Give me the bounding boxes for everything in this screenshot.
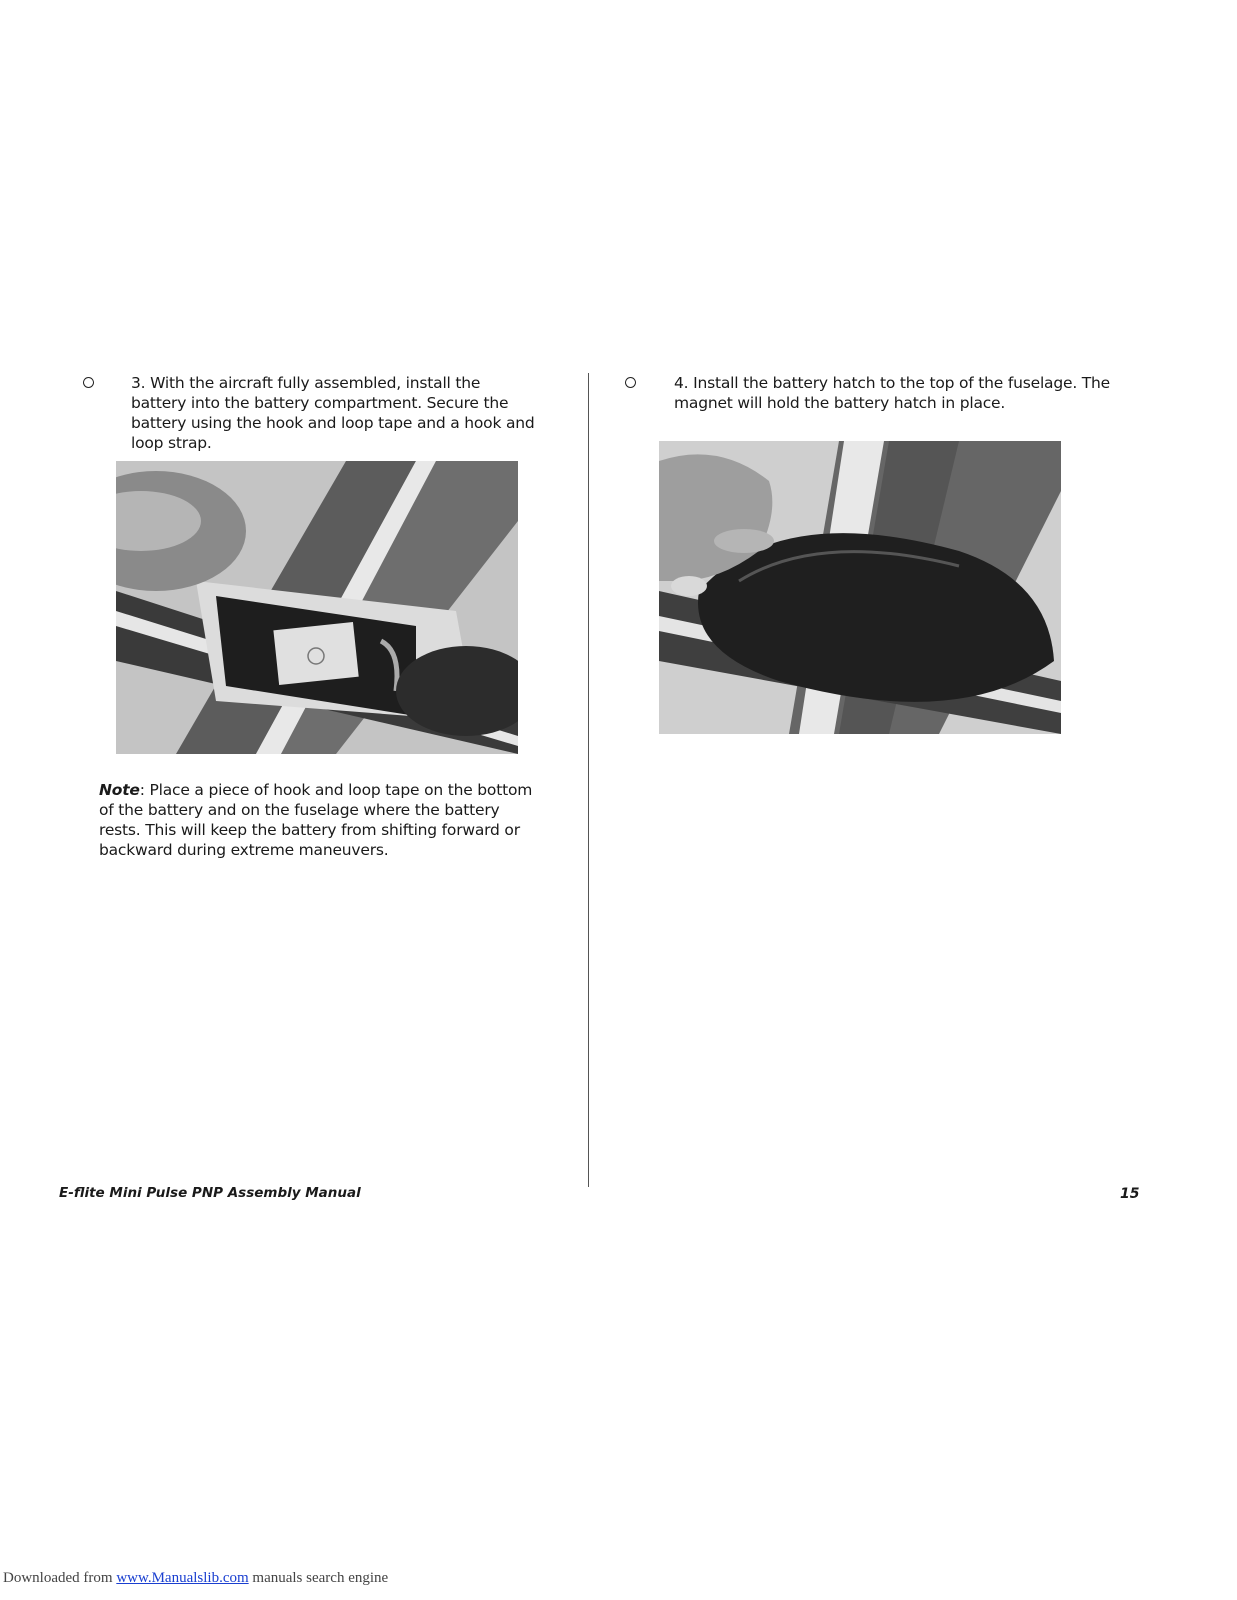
step-3-text: 3. With the aircraft fully assembled, install the battery into the battery compartment. Secure the battery using the hook and loop tape and a hook and loop strap. [131,374,535,452]
note-text: : Place a piece of hook and loop tape on the bottom of the battery and on the fuselage where the battery rests. This will keep the battery from shifting forward or backward during extreme maneuvers. [99,781,533,859]
step-3-checkbox[interactable] [83,377,94,388]
battery-hatch-illustration [659,441,1061,734]
step-4-checkbox[interactable] [625,377,636,388]
manual-title: E-flite Mini Pulse PNP Assembly Manual [59,1185,361,1201]
watermark-suffix: manuals search engine [248,1570,389,1586]
page-number: 15 [1120,1186,1140,1202]
step-4-text: 4. Install the battery hatch to the top of the fuselage. The magnet will hold the battery hatch in place. [674,374,1111,412]
battery-hatch-photo [659,441,1061,734]
column-divider [588,373,589,1187]
battery-compartment-illustration [116,461,518,754]
watermark-prefix: Downloaded from [3,1570,117,1586]
battery-note [99,780,539,860]
download-watermark [3,1570,388,1587]
manualslib-link[interactable]: www.Manualslib.com [116,1570,249,1586]
note-label: Note [99,781,140,799]
battery-compartment-photo [116,461,518,754]
